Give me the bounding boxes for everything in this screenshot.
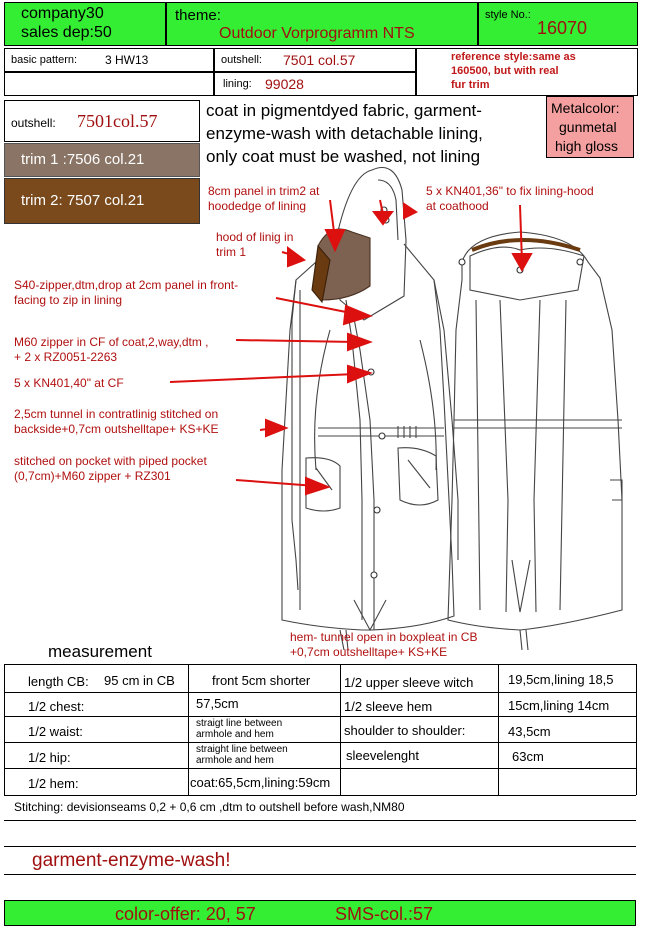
company-name: company30 (21, 5, 104, 22)
reference-line1: reference style:same as (451, 51, 576, 63)
annotation-hood-lining: hood of linig in trim 1 (216, 230, 294, 259)
annotation-kn36: 5 x KN401,36" to fix lining-hood at coathood (426, 184, 594, 213)
outshell-swatch-value: 7501col.57 (77, 111, 158, 131)
basic-pattern-value: 3 HW13 (105, 53, 149, 67)
sms-color: SMS-col.:57 (335, 904, 434, 924)
metalcolor-line1: Metalcolor: (551, 100, 620, 116)
color-offer: color-offer: 20, 57 (115, 904, 256, 924)
description-line1: coat in pigmentdyed fabric, garment- (206, 101, 482, 120)
annotation-s40-zipper: S40-zipper,dtm,drop at 2cm panel in front- facing to zip in lining (14, 278, 239, 307)
theme-label: theme: (175, 7, 221, 24)
annotation-hem-tunnel: hem- tunnel open in boxpleat in CB +0,7cm outshelltape+ KS+KE (290, 630, 478, 659)
wash-note: garment-enzyme-wash! (32, 850, 231, 871)
metalcolor-line2: gunmetal (559, 119, 617, 135)
outshell-swatch-label: outshell: (11, 116, 56, 130)
measurement-title: measurement (48, 642, 152, 661)
annotation-tunnel: 2,5cm tunnel in contratlinig stitched on backside+0,7cm outshelltape+ KS+KE (14, 407, 219, 436)
stitching-note: Stitching: devisionseams 0,2 + 0,6 cm ,dtm to outshell before wash,NM80 (14, 800, 405, 814)
style-value: 16070 (537, 18, 588, 38)
back-coat-drawing (448, 232, 622, 650)
footer-bar (4, 900, 636, 926)
basic-pattern-label: basic pattern: (11, 54, 78, 66)
description-line2: enzyme-wash with detachable lining, (206, 124, 483, 143)
metalcolor-line3: high gloss (555, 138, 619, 154)
trim1-label: trim 1 :7506 col.21 (21, 151, 145, 168)
annotation-m60-zipper: M60 zipper in CF of coat,2,way,dtm , + 2 x RZ0051-2263 (14, 335, 209, 364)
sales-dep: sales dep:50 (21, 24, 112, 41)
reference-line2: 160500, but with real (451, 65, 559, 77)
annotation-pocket: stitched on pocket with piped pocket (0,7cm)+M60 zipper + RZ301 (14, 454, 207, 483)
description-line3: only coat must be washed, not lining (206, 147, 481, 166)
lining-info-value: 99028 (265, 76, 304, 92)
outshell-info-value: 7501 col.57 (283, 52, 356, 68)
trim2-label: trim 2: 7507 col.21 (21, 192, 145, 209)
style-label: style No.: (485, 9, 531, 21)
lining-info-label: lining: (223, 78, 252, 90)
theme-value: Outdoor Vorprogramm NTS (219, 25, 415, 42)
reference-line3: fur trim (451, 79, 490, 91)
outshell-info-label: outshell: (221, 54, 262, 66)
annotation-panel: 8cm panel in trim2 at hoodedge of lining (208, 184, 320, 213)
annotation-kn40: 5 x KN401,40" at CF (14, 376, 124, 390)
